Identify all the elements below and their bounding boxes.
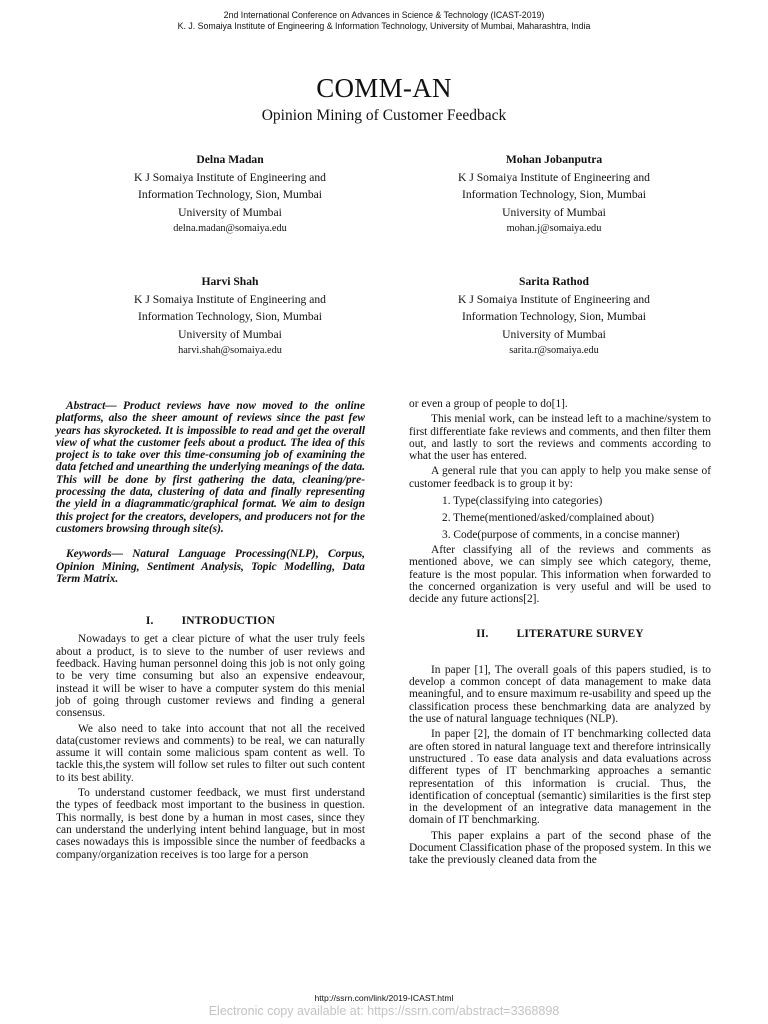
institute-header: K. J. Somaiya Institute of Engineering & Information Technology, University of Mumbai, Maharashtra, India bbox=[177, 21, 591, 31]
list-item: 1. Type(classifying into categories) bbox=[442, 495, 603, 508]
paper-title: COMM-AN bbox=[316, 73, 452, 103]
author-block bbox=[404, 151, 704, 237]
author-university: University of Mumbai bbox=[502, 327, 606, 341]
ssrn-watermark: Electronic copy available at: https://ssrn.com/abstract=3368898 bbox=[208, 1004, 560, 1018]
conference-header: 2nd International Conference on Advances in Science & Technology (ICAST-2019) bbox=[223, 10, 545, 20]
author-email[interactable]: harvi.shah@somaiya.edu bbox=[178, 345, 282, 356]
list-item: 2. Theme(mentioned/asked/complained about) bbox=[442, 512, 655, 525]
author-affiliation: K J Somaiya Institute of Engineering and bbox=[458, 170, 650, 184]
intro-paragraph: Nowadays to get a clear picture of what the user truly feels about a product, is to sieve to the number of user reviews and feedback. Having human personnel doing this job is not only going to be very time consuming but also an expensive endeavour, instead it will be wiser to have a computer system do this menial job of going through customer reviews and finding a general consensus. bbox=[56, 633, 365, 720]
author-university: University of Mumbai bbox=[502, 205, 606, 219]
author-block bbox=[404, 273, 704, 359]
author-affiliation: K J Somaiya Institute of Engineering and bbox=[134, 170, 326, 184]
author-name: Mohan Jobanputra bbox=[505, 153, 603, 166]
section-title: LITERATURE SURVEY bbox=[516, 627, 644, 640]
author-email[interactable]: delna.madan@somaiya.edu bbox=[173, 223, 287, 234]
literature-paragraph: This paper explains a part of the second phase of the Document Classification phase of the proposed system. In this we take the previously cleaned data from the bbox=[409, 829, 711, 867]
author-name: Harvi Shah bbox=[201, 275, 259, 288]
section-heading-introduction bbox=[56, 615, 365, 627]
continued-paragraph: or even a group of people to do[1]. bbox=[409, 398, 568, 410]
author-name: Sarita Rathod bbox=[519, 275, 589, 288]
author-block bbox=[80, 273, 380, 359]
author-affiliation: K J Somaiya Institute of Engineering and bbox=[458, 292, 650, 306]
literature-paragraph: In paper [1], The overall goals of this papers studied, is to develop a common concept of data management to make data meaningful, and to ensure maximum re-usability and speed up the classification process these benchmarking data are analyzed by the use of natural language techniques (NLP). bbox=[409, 663, 711, 726]
author-name: Delna Madan bbox=[196, 153, 264, 166]
feedback-group-list bbox=[409, 493, 711, 544]
footer-link[interactable]: http://ssrn.com/link/2019-ICAST.html bbox=[314, 993, 454, 1003]
keywords: Keywords— Natural Language Processing(NLP), Corpus, Opinion Mining, Sentiment Analysis, Topic Modelling, Data Term Matrix. bbox=[56, 548, 365, 585]
intro-paragraph: We also need to take into account that not all the received data(customer reviews and comments) to be real, we can naturally assume it will contain some malicious spam content as well. To tackle this,the system will follow set rules to filter out such content to its best ability. bbox=[56, 722, 365, 784]
author-university: University of Mumbai bbox=[178, 205, 282, 219]
section-number: II. bbox=[476, 627, 489, 640]
author-block bbox=[80, 151, 380, 237]
body-paragraph: After classifying all of the reviews and comments as mentioned above, we can simply see which category, theme, feature is the most popular. This information when forwarded to the concerned organization is very useful and will be used to decide any future actions[2]. bbox=[409, 544, 711, 606]
body-paragraph: A general rule that you can apply to help you make sense of customer feedback is to group it by: bbox=[409, 465, 711, 490]
literature-paragraph: In paper [2], the domain of IT benchmarking collected data are often stored in natural language text and therefore intrinsically unstructured . To ease data analysis and data evaluations across different types of IT benchmarking approaches a semantic representation of this information is crucial. Thus, the identification of conceptual (semantic) similarities is the first step in the development of an integrative data management in the domain of IT benchmarking. bbox=[409, 728, 711, 827]
author-university: University of Mumbai bbox=[178, 327, 282, 341]
author-affiliation: Information Technology, Sion, Mumbai bbox=[461, 310, 647, 323]
section-number: I. bbox=[145, 615, 154, 628]
author-affiliation: Information Technology, Sion, Mumbai bbox=[137, 310, 323, 323]
intro-paragraph: To understand customer feedback, we must first understand the types of feedback most important to the business in question. This normally, is best done by a human in most cases, since they can understand the underlying intent behind language, but in most cases nowadays this is impossible since the number of feedbacks a company/organization receives is too large for a person bbox=[56, 787, 365, 861]
author-email[interactable]: mohan.j@somaiya.edu bbox=[506, 223, 602, 234]
section-title: INTRODUCTION bbox=[181, 615, 276, 628]
abstract: Abstract— Product reviews have now moved to the online platforms, also the sheer amount of reviews since the past few years has skyrocketed. It is impossible to read and get the overall view of what the customer feels about a product. The idea of this project is to take over this time-consuming job of examining the data fetched and unearthing the underlying meanings of the data. This will be done by first gathering the data, cleaning/pre-processing the data, clustering of data and finally representing the yield in a diagrammatic/graphical format. We aim to design this project for the creators, developers, and producers not for the customers browsing through site(s). bbox=[56, 400, 365, 535]
section-heading-literature-survey bbox=[409, 628, 711, 640]
right-column bbox=[409, 398, 711, 867]
body-paragraph: This menial work, can be instead left to a machine/system to first differentiate fake reviews and comments, and then filter them out, and lastly to sort the reviews and comments according to what the user has entered. bbox=[409, 413, 711, 463]
author-affiliation: Information Technology, Sion, Mumbai bbox=[137, 188, 323, 201]
list-item: 3. Code(purpose of comments, in a concise manner) bbox=[442, 529, 680, 542]
author-affiliation: K J Somaiya Institute of Engineering and bbox=[134, 292, 326, 306]
author-email[interactable]: sarita.r@somaiya.edu bbox=[509, 345, 599, 356]
author-affiliation: Information Technology, Sion, Mumbai bbox=[461, 188, 647, 201]
left-column bbox=[56, 400, 365, 861]
paper-subtitle: Opinion Mining of Customer Feedback bbox=[261, 107, 507, 124]
